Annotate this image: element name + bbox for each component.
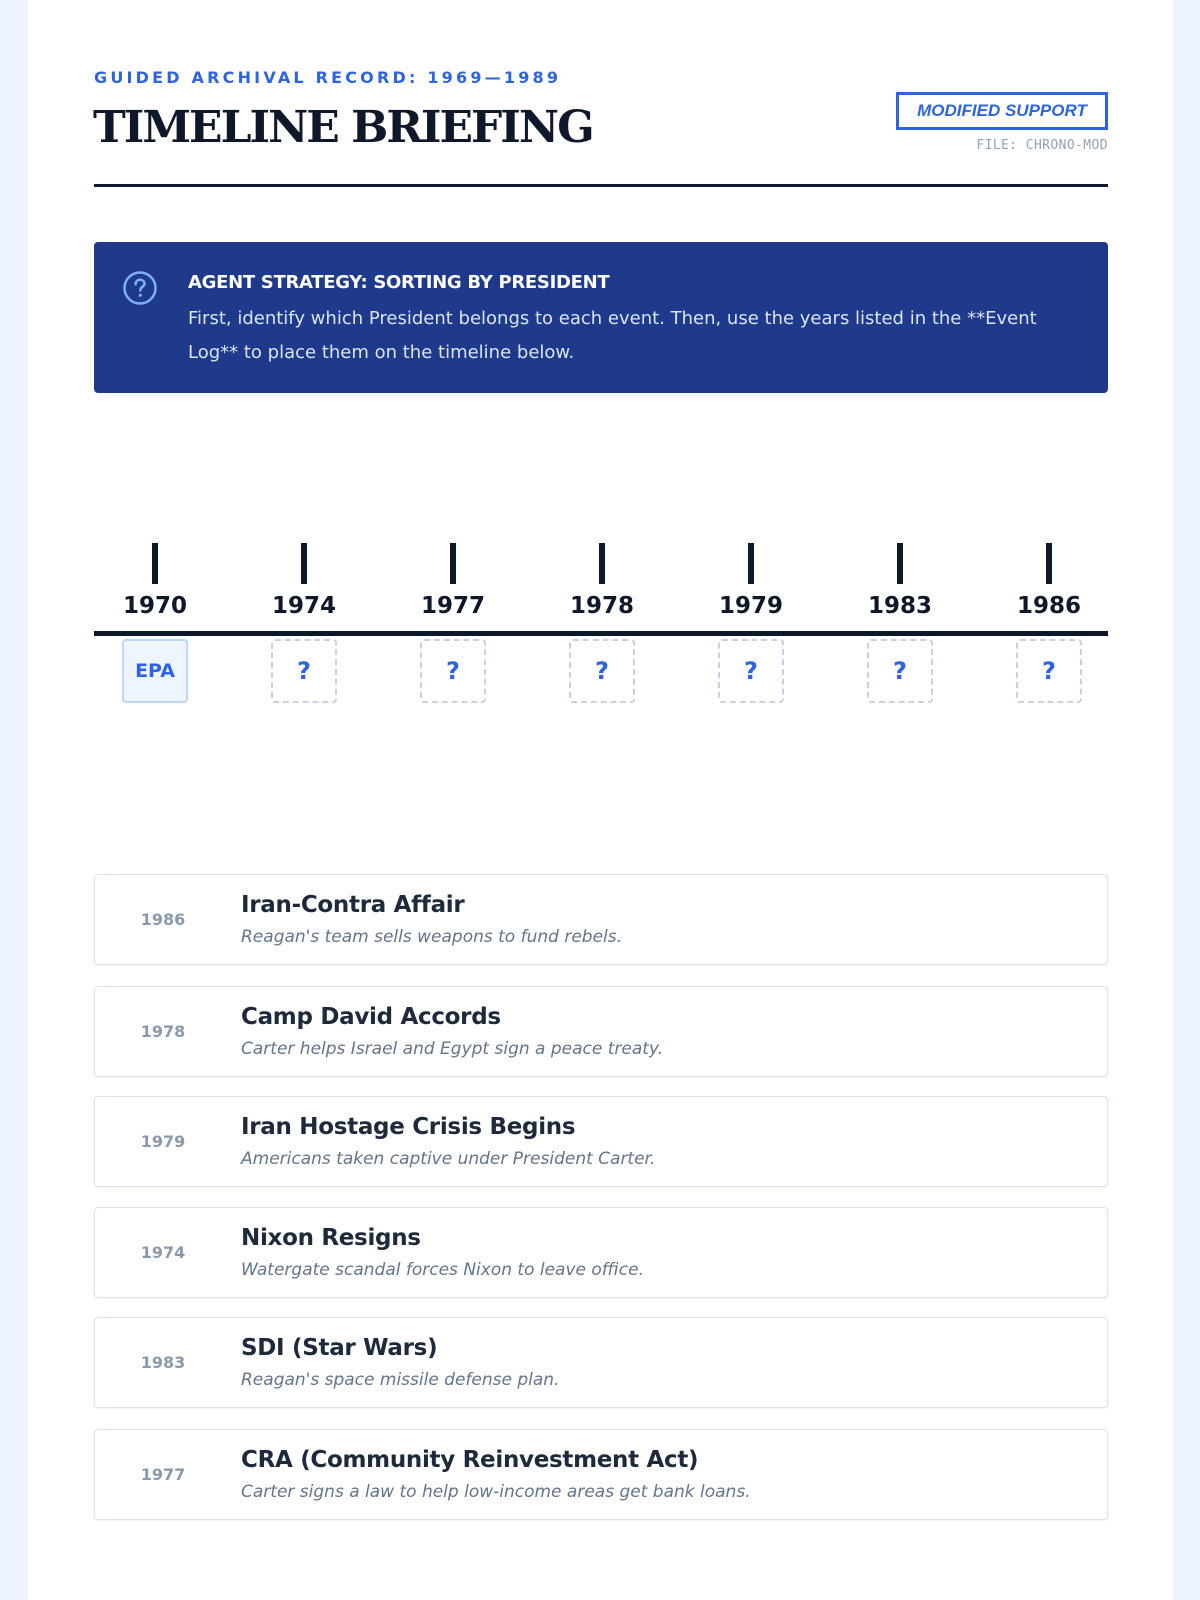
document-page: [28, 0, 1173, 1600]
event-card[interactable]: [94, 986, 1108, 1077]
event-year: 1986: [140, 910, 186, 929]
timeline-slot-empty[interactable]: ?: [867, 639, 933, 703]
event-year: 1974: [140, 1243, 186, 1262]
strategy-title: AGENT STRATEGY: SORTING BY PRESIDENT: [188, 272, 610, 293]
event-description: Reagan's team sells weapons to fund rebels.: [241, 927, 623, 947]
tick-mark: [897, 543, 903, 584]
event-description: Americans taken captive under President Carter.: [241, 1149, 656, 1169]
event-description: Carter signs a law to help low-income areas get bank loans.: [241, 1482, 751, 1502]
event-title: Camp David Accords: [241, 1004, 501, 1030]
event-card[interactable]: [94, 1096, 1108, 1187]
timeline-slot-filled[interactable]: EPA: [122, 639, 188, 703]
timeline-slot-empty[interactable]: ?: [271, 639, 337, 703]
tick-year: 1979: [718, 593, 783, 619]
record-kicker: GUIDED ARCHIVAL RECORD: 1969—1989: [94, 68, 562, 87]
strategy-text: First, identify which President belongs to each event. Then, use the years listed in the **Event Log** to place them on the timeline below.: [188, 308, 1037, 363]
timeline-axis: [94, 631, 1108, 636]
tick-year: 1970: [122, 593, 187, 619]
event-card[interactable]: [94, 874, 1108, 965]
event-title: CRA (Community Reinvestment Act): [241, 1447, 699, 1473]
event-year: 1983: [140, 1353, 186, 1372]
event-description: Reagan's space missile defense plan.: [241, 1370, 560, 1390]
strategy-banner: [94, 242, 1108, 393]
tick-year: 1978: [569, 593, 634, 619]
timeline-slot-empty[interactable]: ?: [1016, 639, 1082, 703]
timeline-slot-empty[interactable]: ?: [569, 639, 635, 703]
event-title: Iran-Contra Affair: [241, 892, 465, 918]
event-year: 1978: [140, 1022, 186, 1041]
tick-year: 1986: [1016, 593, 1081, 619]
tick-mark: [450, 543, 456, 584]
event-card[interactable]: [94, 1429, 1108, 1520]
question-circle-icon: [122, 270, 158, 306]
event-card[interactable]: [94, 1207, 1108, 1298]
header-divider: [94, 184, 1108, 187]
event-title: Nixon Resigns: [241, 1225, 421, 1251]
event-description: Watergate scandal forces Nixon to leave office.: [241, 1260, 644, 1280]
tick-mark: [599, 543, 605, 584]
timeline-slot-empty[interactable]: ?: [718, 639, 784, 703]
support-badge: MODIFIED SUPPORT: [896, 92, 1108, 130]
event-year: 1977: [140, 1465, 186, 1484]
tick-year: 1977: [420, 593, 485, 619]
tick-year: 1974: [271, 593, 336, 619]
event-title: SDI (Star Wars): [241, 1335, 438, 1361]
tick-mark: [1046, 543, 1052, 584]
event-year: 1979: [140, 1132, 186, 1151]
event-description: Carter helps Israel and Egypt sign a peace treaty.: [241, 1039, 664, 1059]
event-title: Iran Hostage Crisis Begins: [241, 1114, 576, 1140]
file-id: FILE: CHRONO-MOD: [976, 138, 1108, 153]
event-card[interactable]: [94, 1317, 1108, 1408]
tick-year: 1983: [867, 593, 932, 619]
timeline: [94, 540, 1108, 710]
timeline-slot-empty[interactable]: ?: [420, 639, 486, 703]
tick-mark: [748, 543, 754, 584]
tick-mark: [301, 543, 307, 584]
tick-mark: [152, 543, 158, 584]
page-title: TIMELINE BRIEFING: [93, 102, 593, 153]
